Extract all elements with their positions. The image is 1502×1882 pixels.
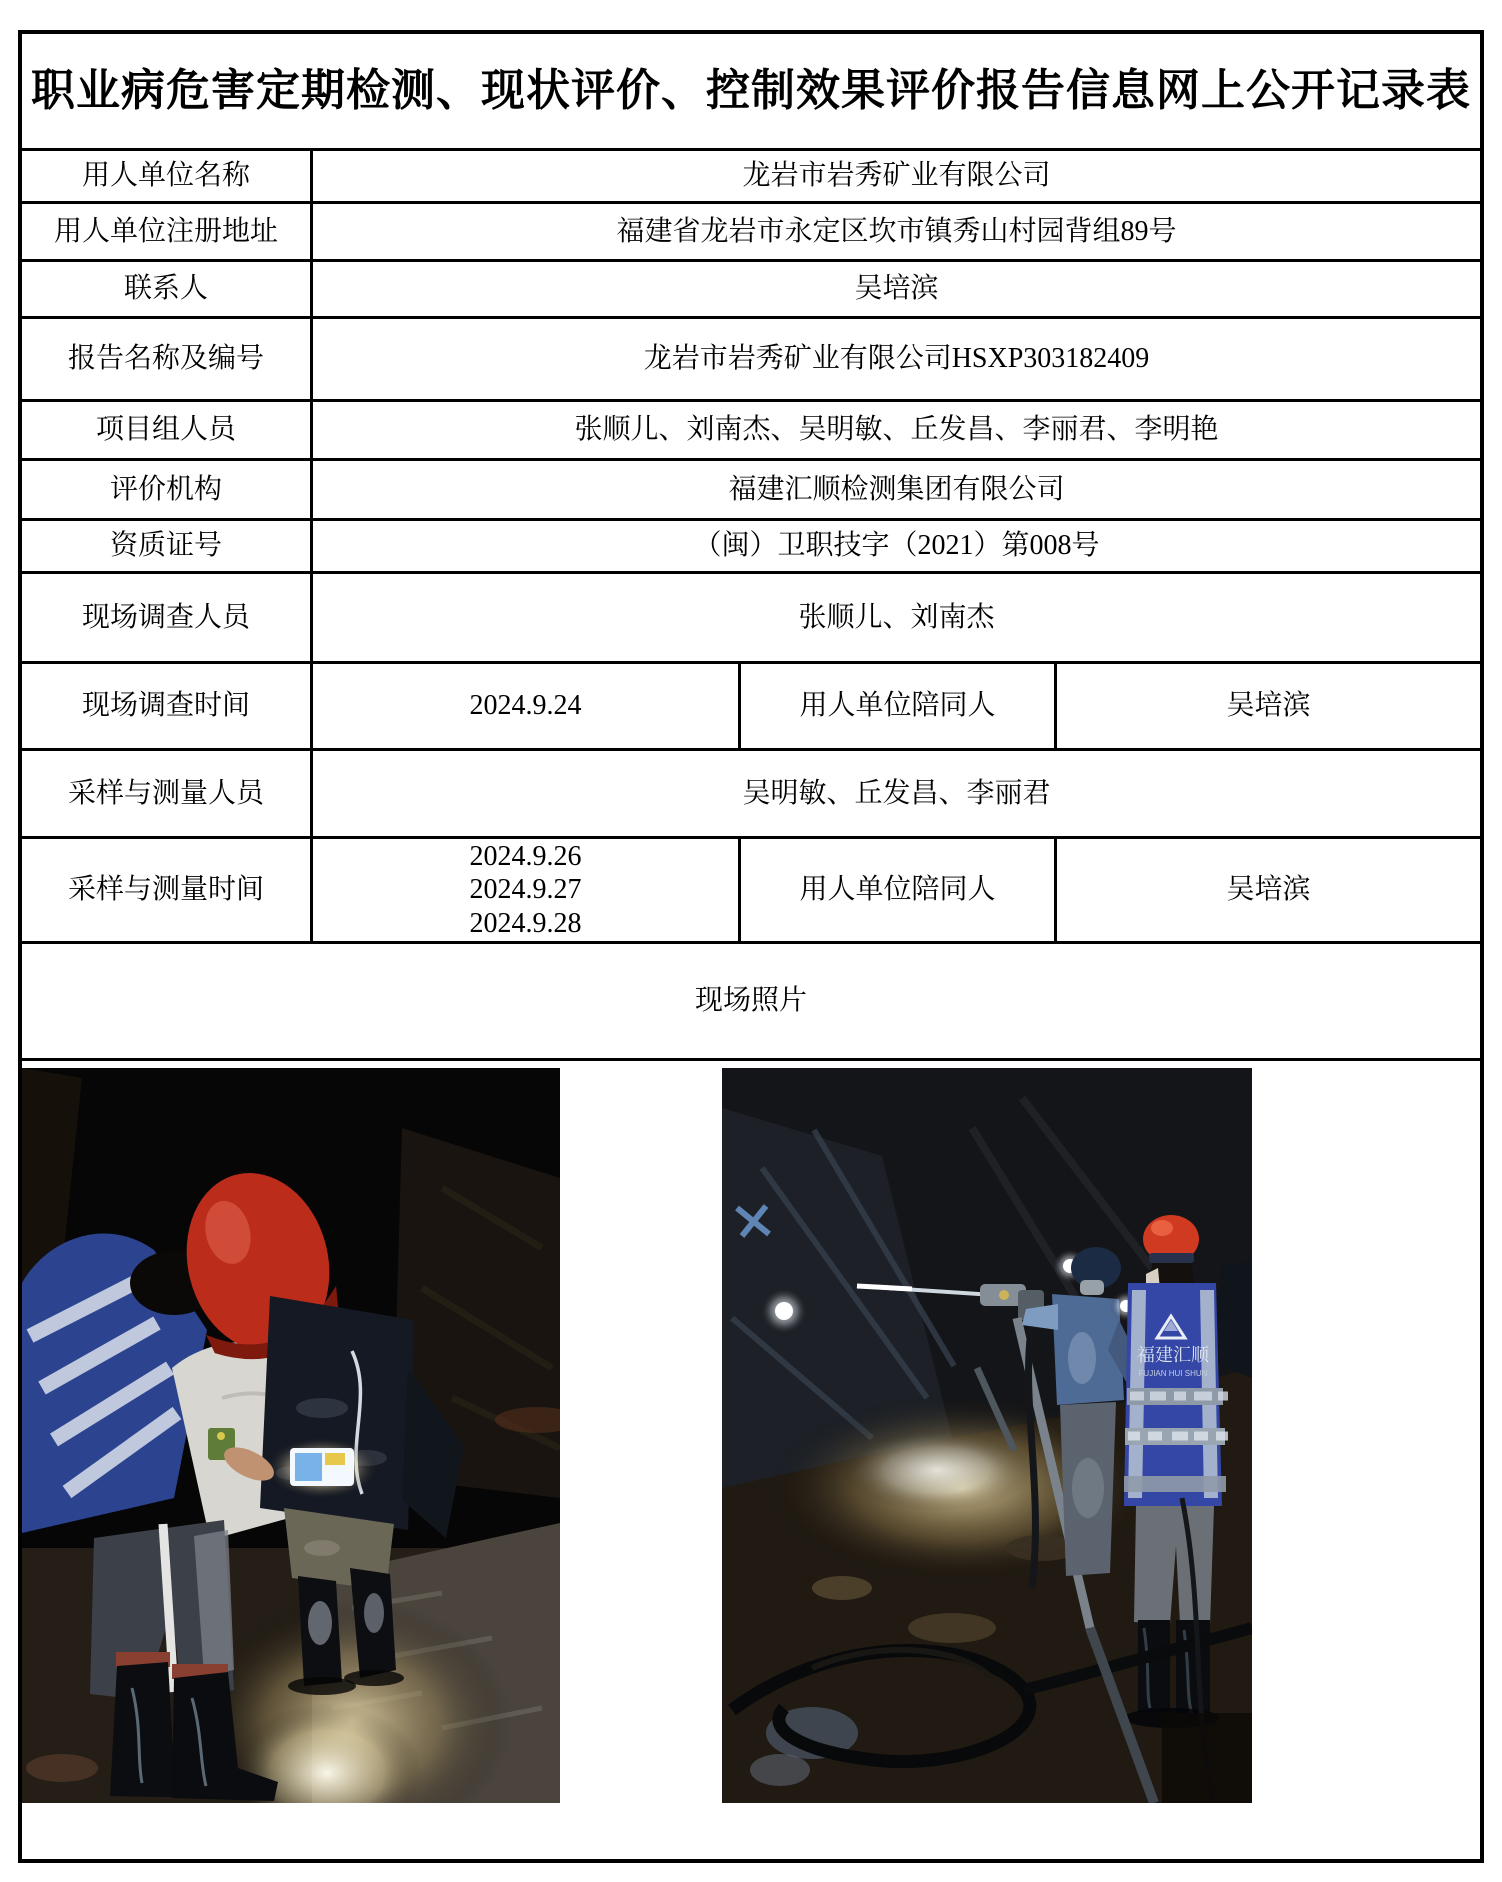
site-photo-right xyxy=(722,1068,1252,1803)
sampling-date-2: 2024.9.27 xyxy=(469,874,582,906)
license-label: 资质证号 xyxy=(22,521,313,571)
record-table xyxy=(18,30,1484,1863)
survey-time-label: 现场调查时间 xyxy=(22,664,313,748)
site-photo-left-art xyxy=(22,1068,560,1803)
survey-time-value: 2024.9.24 xyxy=(313,664,741,748)
row-project-team xyxy=(22,402,1480,461)
report-value: 龙岩市岩秀矿业有限公司HSXP303182409 xyxy=(643,343,1150,375)
page-title: 职业病危害定期检测、现状评价、控制效果评价报告信息网上公开记录表 xyxy=(31,65,1471,115)
employer-name-value: 龙岩市岩秀矿业有限公司 xyxy=(742,160,1051,192)
agency-label: 评价机构 xyxy=(22,461,313,518)
report-label: 报告名称及编号 xyxy=(22,319,313,399)
sampling-companion-value: 吴培滨 xyxy=(1226,874,1311,906)
sampling-date-3: 2024.9.28 xyxy=(469,907,582,939)
license-value: （闽）卫职技字（2021）第008号 xyxy=(693,530,1100,562)
row-employer-address xyxy=(22,204,1480,262)
row-sampling-staff xyxy=(22,751,1480,839)
row-report xyxy=(22,319,1480,402)
survey-staff-label: 现场调查人员 xyxy=(22,574,313,661)
site-photo-right-art xyxy=(722,1068,1252,1803)
sampling-date-1: 2024.9.26 xyxy=(469,840,582,872)
employer-address-value: 福建省龙岩市永定区坎市镇秀山村园背组89号 xyxy=(616,215,1177,247)
sampling-companion-label: 用人单位陪同人 xyxy=(741,839,1057,941)
site-photo-left xyxy=(22,1068,560,1803)
contact-value: 吴培滨 xyxy=(854,273,939,305)
contact-label: 联系人 xyxy=(22,262,313,316)
row-survey-time xyxy=(22,664,1480,751)
project-team-value: 张顺儿、刘南杰、吴明敏、丘发昌、李丽君、李明艳 xyxy=(574,414,1219,446)
project-team-label: 项目组人员 xyxy=(22,402,313,458)
sampling-staff-label: 采样与测量人员 xyxy=(22,751,313,836)
survey-companion-label: 用人单位陪同人 xyxy=(741,664,1057,748)
vest-brand-subtext: FUJIAN HUI SHUN xyxy=(1138,1369,1208,1378)
agency-value: 福建汇顺检测集团有限公司 xyxy=(728,473,1065,505)
row-agency xyxy=(22,461,1480,521)
survey-companion-value: 吴培滨 xyxy=(1226,690,1311,722)
title-row xyxy=(22,34,1480,151)
row-employer-name xyxy=(22,151,1480,204)
sampling-staff-value: 吴明敏、丘发昌、李丽君 xyxy=(742,777,1051,809)
vest-brand-text: 福建汇顺 xyxy=(1137,1345,1209,1365)
photos-header-label: 现场照片 xyxy=(694,985,807,1017)
survey-staff-value: 张顺儿、刘南杰 xyxy=(798,601,995,633)
sampling-time-label: 采样与测量时间 xyxy=(22,839,313,941)
row-contact xyxy=(22,262,1480,319)
employer-address-label: 用人单位注册地址 xyxy=(22,204,313,259)
row-license xyxy=(22,521,1480,574)
row-photos-header xyxy=(22,944,1480,1061)
employer-name-label: 用人单位名称 xyxy=(22,151,313,201)
sampling-time-dates xyxy=(313,839,741,941)
row-sampling-time xyxy=(22,839,1480,944)
photos-row xyxy=(22,1061,1480,1859)
row-survey-staff xyxy=(22,574,1480,664)
